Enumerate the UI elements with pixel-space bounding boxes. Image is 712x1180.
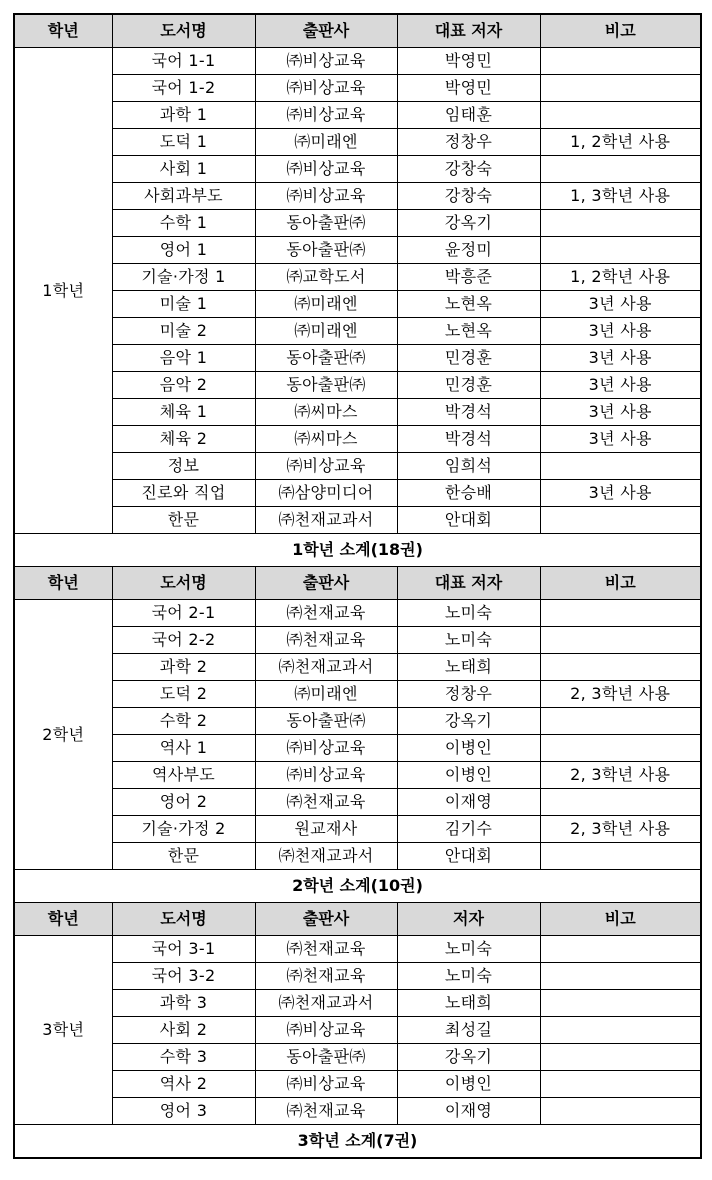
table-row <box>14 156 701 183</box>
author-cell: 박흥준 <box>397 264 540 291</box>
title-header: 도서명 <box>112 903 255 936</box>
table-row <box>14 1017 701 1044</box>
grade-cell: 1학년 <box>14 48 112 534</box>
note-cell <box>540 789 701 816</box>
grade-header: 학년 <box>14 567 112 600</box>
publisher-cell: ㈜비상교육 <box>255 735 397 762</box>
note-cell: 3년 사용 <box>540 480 701 507</box>
publisher-cell: 동아출판㈜ <box>255 708 397 735</box>
author-cell: 강옥기 <box>397 1044 540 1071</box>
table-row <box>14 708 701 735</box>
subtotal-label: 1학년 소계(18권) <box>14 534 701 567</box>
table-row <box>14 990 701 1017</box>
table-row <box>14 735 701 762</box>
book-title-cell: 국어 1-1 <box>112 48 255 75</box>
author-cell: 김기수 <box>397 816 540 843</box>
note-cell <box>540 963 701 990</box>
table-row <box>14 816 701 843</box>
note-cell <box>540 156 701 183</box>
grade-header: 학년 <box>14 903 112 936</box>
table-row <box>14 681 701 708</box>
publisher-cell: 동아출판㈜ <box>255 345 397 372</box>
book-title-cell: 정보 <box>112 453 255 480</box>
publisher-cell: ㈜미래엔 <box>255 681 397 708</box>
note-cell <box>540 1098 701 1125</box>
title-header: 도서명 <box>112 14 255 48</box>
author-cell: 한승배 <box>397 480 540 507</box>
publisher-cell: 동아출판㈜ <box>255 372 397 399</box>
note-cell <box>540 708 701 735</box>
section-header-row <box>14 567 701 600</box>
author-cell: 노태희 <box>397 990 540 1017</box>
publisher-cell: 원교재사 <box>255 816 397 843</box>
table-row <box>14 372 701 399</box>
publisher-header: 출판사 <box>255 567 397 600</box>
note-cell <box>540 1071 701 1098</box>
book-title-cell: 음악 1 <box>112 345 255 372</box>
book-title-cell: 수학 2 <box>112 708 255 735</box>
publisher-cell: 동아출판㈜ <box>255 1044 397 1071</box>
author-cell: 박경석 <box>397 426 540 453</box>
book-title-cell: 국어 3-2 <box>112 963 255 990</box>
table-row <box>14 1071 701 1098</box>
publisher-header: 출판사 <box>255 903 397 936</box>
publisher-header: 출판사 <box>255 14 397 48</box>
author-cell: 노미숙 <box>397 936 540 963</box>
book-title-cell: 역사부도 <box>112 762 255 789</box>
note-cell: 1, 2학년 사용 <box>540 264 701 291</box>
table-row <box>14 1098 701 1125</box>
publisher-cell: ㈜천재교과서 <box>255 990 397 1017</box>
grade-cell: 3학년 <box>14 936 112 1125</box>
note-cell <box>540 654 701 681</box>
book-title-cell: 과학 2 <box>112 654 255 681</box>
note-cell: 2, 3학년 사용 <box>540 816 701 843</box>
author-cell: 노태희 <box>397 654 540 681</box>
note-cell <box>540 1017 701 1044</box>
author-header: 대표 저자 <box>397 567 540 600</box>
grade-header: 학년 <box>14 14 112 48</box>
book-title-cell: 음악 2 <box>112 372 255 399</box>
publisher-cell: ㈜씨마스 <box>255 426 397 453</box>
publisher-cell: ㈜천재교육 <box>255 936 397 963</box>
table-row <box>14 264 701 291</box>
book-title-cell: 영어 1 <box>112 237 255 264</box>
table-row <box>14 762 701 789</box>
book-title-cell: 역사 2 <box>112 1071 255 1098</box>
note-cell <box>540 843 701 870</box>
author-cell: 강창숙 <box>397 183 540 210</box>
table-row <box>14 507 701 534</box>
section-header-row <box>14 14 701 48</box>
publisher-cell: ㈜비상교육 <box>255 1017 397 1044</box>
book-title-cell: 체육 1 <box>112 399 255 426</box>
author-cell: 노미숙 <box>397 627 540 654</box>
publisher-cell: ㈜비상교육 <box>255 762 397 789</box>
author-cell: 노미숙 <box>397 963 540 990</box>
book-title-cell: 한문 <box>112 843 255 870</box>
note-cell: 2, 3학년 사용 <box>540 762 701 789</box>
book-title-cell: 한문 <box>112 507 255 534</box>
author-cell: 임태훈 <box>397 102 540 129</box>
note-cell <box>540 507 701 534</box>
note-header: 비고 <box>540 903 701 936</box>
note-cell <box>540 627 701 654</box>
book-title-cell: 과학 1 <box>112 102 255 129</box>
author-cell: 정창우 <box>397 681 540 708</box>
note-cell <box>540 735 701 762</box>
table-row <box>14 627 701 654</box>
book-title-cell: 도덕 1 <box>112 129 255 156</box>
note-cell: 1, 3학년 사용 <box>540 183 701 210</box>
note-header: 비고 <box>540 14 701 48</box>
book-title-cell: 역사 1 <box>112 735 255 762</box>
book-title-cell: 도덕 2 <box>112 681 255 708</box>
publisher-cell: ㈜비상교육 <box>255 75 397 102</box>
author-cell: 강옥기 <box>397 708 540 735</box>
book-title-cell: 체육 2 <box>112 426 255 453</box>
table-row <box>14 600 701 627</box>
table-row <box>14 291 701 318</box>
book-title-cell: 국어 3-1 <box>112 936 255 963</box>
note-cell: 1, 2학년 사용 <box>540 129 701 156</box>
publisher-cell: ㈜비상교육 <box>255 156 397 183</box>
note-cell: 3년 사용 <box>540 372 701 399</box>
grade-cell: 2학년 <box>14 600 112 870</box>
publisher-cell: ㈜천재교과서 <box>255 843 397 870</box>
table-row <box>14 936 701 963</box>
note-cell <box>540 936 701 963</box>
section-header-row <box>14 903 701 936</box>
textbook-table-body <box>14 14 701 1158</box>
note-cell: 3년 사용 <box>540 399 701 426</box>
publisher-cell: 동아출판㈜ <box>255 210 397 237</box>
note-cell <box>540 1044 701 1071</box>
title-header: 도서명 <box>112 567 255 600</box>
table-row <box>14 129 701 156</box>
table-row <box>14 318 701 345</box>
publisher-cell: ㈜천재교육 <box>255 1098 397 1125</box>
book-title-cell: 사회 1 <box>112 156 255 183</box>
book-title-cell: 국어 2-2 <box>112 627 255 654</box>
author-cell: 최성길 <box>397 1017 540 1044</box>
book-title-cell: 과학 3 <box>112 990 255 1017</box>
publisher-cell: ㈜천재교육 <box>255 963 397 990</box>
publisher-cell: ㈜비상교육 <box>255 453 397 480</box>
subtotal-label: 2학년 소계(10권) <box>14 870 701 903</box>
publisher-cell: ㈜씨마스 <box>255 399 397 426</box>
table-row <box>14 237 701 264</box>
book-title-cell: 수학 3 <box>112 1044 255 1071</box>
book-title-cell: 진로와 직업 <box>112 480 255 507</box>
author-cell: 강창숙 <box>397 156 540 183</box>
author-cell: 안대회 <box>397 507 540 534</box>
table-row <box>14 399 701 426</box>
publisher-cell: ㈜천재교과서 <box>255 654 397 681</box>
author-cell: 이병인 <box>397 762 540 789</box>
author-cell: 민경훈 <box>397 372 540 399</box>
publisher-cell: ㈜비상교육 <box>255 1071 397 1098</box>
table-row <box>14 345 701 372</box>
author-cell: 박경석 <box>397 399 540 426</box>
publisher-cell: ㈜미래엔 <box>255 318 397 345</box>
author-cell: 노미숙 <box>397 600 540 627</box>
book-title-cell: 미술 2 <box>112 318 255 345</box>
subtotal-label: 3학년 소계(7권) <box>14 1125 701 1159</box>
table-row <box>14 48 701 75</box>
publisher-cell: ㈜미래엔 <box>255 129 397 156</box>
table-row <box>14 75 701 102</box>
book-title-cell: 영어 2 <box>112 789 255 816</box>
table-row <box>14 426 701 453</box>
book-title-cell: 사회 2 <box>112 1017 255 1044</box>
author-cell: 강옥기 <box>397 210 540 237</box>
publisher-cell: ㈜삼양미디어 <box>255 480 397 507</box>
author-cell: 안대회 <box>397 843 540 870</box>
author-cell: 이병인 <box>397 1071 540 1098</box>
author-cell: 이재영 <box>397 789 540 816</box>
note-cell <box>540 48 701 75</box>
table-row <box>14 789 701 816</box>
book-title-cell: 기술·가정 2 <box>112 816 255 843</box>
note-cell: 3년 사용 <box>540 291 701 318</box>
table-row <box>14 843 701 870</box>
author-cell: 윤정미 <box>397 237 540 264</box>
subtotal-row <box>14 870 701 903</box>
note-cell <box>540 210 701 237</box>
table-row <box>14 654 701 681</box>
author-cell: 박영민 <box>397 48 540 75</box>
book-title-cell: 기술·가정 1 <box>112 264 255 291</box>
subtotal-row <box>14 534 701 567</box>
book-title-cell: 국어 2-1 <box>112 600 255 627</box>
author-cell: 노현옥 <box>397 291 540 318</box>
author-header: 저자 <box>397 903 540 936</box>
table-row <box>14 210 701 237</box>
table-row <box>14 480 701 507</box>
note-cell <box>540 600 701 627</box>
table-row <box>14 963 701 990</box>
author-cell: 정창우 <box>397 129 540 156</box>
publisher-cell: ㈜천재교육 <box>255 600 397 627</box>
author-cell: 민경훈 <box>397 345 540 372</box>
publisher-cell: ㈜천재교육 <box>255 789 397 816</box>
note-cell: 3년 사용 <box>540 318 701 345</box>
publisher-cell: ㈜천재교과서 <box>255 507 397 534</box>
note-cell: 2, 3학년 사용 <box>540 681 701 708</box>
publisher-cell: ㈜비상교육 <box>255 183 397 210</box>
publisher-cell: ㈜비상교육 <box>255 102 397 129</box>
note-cell: 3년 사용 <box>540 426 701 453</box>
author-header: 대표 저자 <box>397 14 540 48</box>
note-cell <box>540 75 701 102</box>
table-row <box>14 453 701 480</box>
author-cell: 임희석 <box>397 453 540 480</box>
table-row <box>14 1044 701 1071</box>
note-header: 비고 <box>540 567 701 600</box>
table-row <box>14 183 701 210</box>
book-title-cell: 영어 3 <box>112 1098 255 1125</box>
author-cell: 박영민 <box>397 75 540 102</box>
author-cell: 노현옥 <box>397 318 540 345</box>
note-cell <box>540 102 701 129</box>
author-cell: 이병인 <box>397 735 540 762</box>
textbook-list-table <box>13 13 702 1159</box>
book-title-cell: 수학 1 <box>112 210 255 237</box>
table-row <box>14 102 701 129</box>
note-cell <box>540 237 701 264</box>
author-cell: 이재영 <box>397 1098 540 1125</box>
book-title-cell: 미술 1 <box>112 291 255 318</box>
publisher-cell: ㈜천재교육 <box>255 627 397 654</box>
publisher-cell: ㈜교학도서 <box>255 264 397 291</box>
publisher-cell: ㈜미래엔 <box>255 291 397 318</box>
note-cell <box>540 990 701 1017</box>
note-cell: 3년 사용 <box>540 345 701 372</box>
publisher-cell: ㈜비상교육 <box>255 48 397 75</box>
book-title-cell: 국어 1-2 <box>112 75 255 102</box>
book-title-cell: 사회과부도 <box>112 183 255 210</box>
subtotal-row <box>14 1125 701 1159</box>
note-cell <box>540 453 701 480</box>
publisher-cell: 동아출판㈜ <box>255 237 397 264</box>
